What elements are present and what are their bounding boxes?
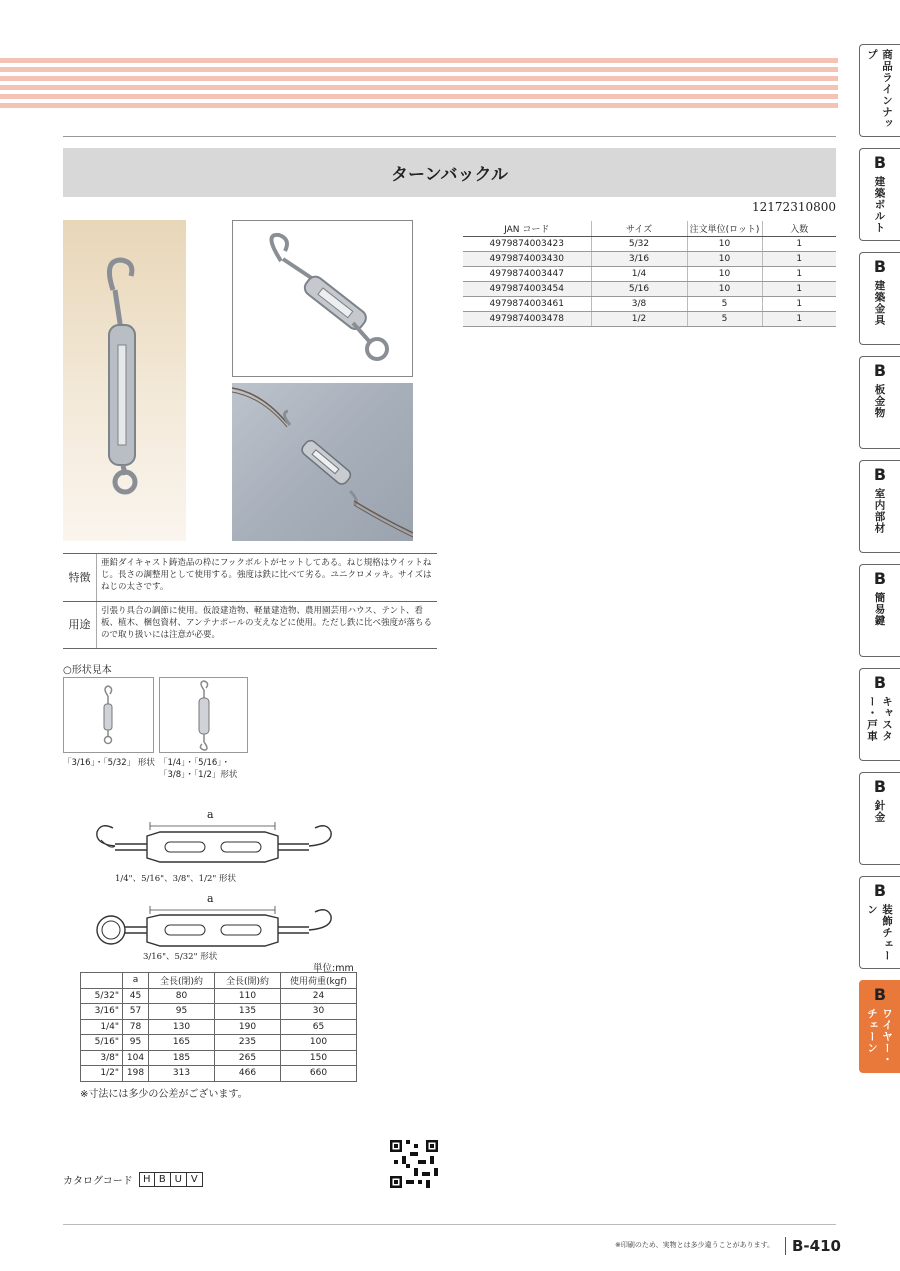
tolerance-note: ※寸法には多少の公差がございます。 — [80, 1089, 248, 1100]
usage-row — [63, 601, 437, 649]
side-tab-letter: B — [873, 985, 887, 1004]
dimension-table — [80, 972, 357, 1082]
size: 3/8" — [81, 1050, 123, 1066]
print-disclaimer: ※印刷のため、実物とは多少違うことがあります。 — [615, 1241, 775, 1249]
jan-table-header — [463, 221, 836, 236]
side-tab-letter: B — [873, 881, 887, 900]
jan-header-cell: 入数 — [762, 221, 836, 236]
jan-code: 4979874003423 — [463, 236, 591, 251]
jan-header-cell: JAN コード — [463, 221, 591, 236]
side-tab-building-bolts[interactable] — [859, 148, 900, 241]
working-load: 30 — [281, 1004, 357, 1020]
dim-a: 198 — [123, 1066, 149, 1082]
length-open: 466 — [215, 1066, 281, 1082]
size: 1/2" — [81, 1066, 123, 1082]
side-tab-sheet-metal[interactable] — [859, 356, 900, 449]
table-row — [81, 1050, 357, 1066]
shape-sample-small — [63, 677, 154, 753]
side-tab-letter: B — [873, 153, 887, 172]
catalog-label: カタログコード — [63, 1176, 133, 1187]
dim-header-cell: 全長(開)約 — [215, 973, 281, 989]
usage-label: 用途 — [63, 602, 97, 648]
side-tab-label: キャスター・戸車 — [866, 696, 893, 742]
catalog-code — [63, 1172, 203, 1187]
dim-a: 57 — [123, 1004, 149, 1020]
side-tab-label: 簡易鍵 — [873, 592, 886, 627]
shape1-caption: 1/4"、5/16"、3/8"、1/2" 形状 — [115, 874, 236, 884]
product-code: 12172310800 — [752, 200, 836, 214]
catalog-code-letter: U — [171, 1172, 187, 1187]
side-tab-label: ワイヤー・チェーン — [866, 1008, 893, 1066]
size: 3/16 — [591, 251, 687, 266]
sample-heading: ○形状見本 — [63, 665, 112, 676]
side-tab-label: 装飾チェーン — [866, 904, 893, 962]
length-open: 190 — [215, 1019, 281, 1035]
dim-a: 104 — [123, 1050, 149, 1066]
length-closed: 313 — [149, 1066, 215, 1082]
size: 1/4" — [81, 1019, 123, 1035]
order-unit: 10 — [687, 281, 762, 296]
dim-a: 78 — [123, 1019, 149, 1035]
side-tab-lineup[interactable] — [859, 44, 900, 137]
size: 5/16 — [591, 281, 687, 296]
length-closed: 130 — [149, 1019, 215, 1035]
shape2-caption: 3/16"、5/32" 形状 — [143, 952, 218, 962]
side-tab-casters[interactable] — [859, 668, 900, 761]
qr-code[interactable] — [390, 1140, 438, 1188]
working-load: 660 — [281, 1066, 357, 1082]
title-bar — [63, 148, 836, 197]
quantity: 1 — [762, 281, 836, 296]
length-closed: 165 — [149, 1035, 215, 1051]
side-tab-label: 室内部材 — [873, 488, 886, 534]
size: 1/4 — [591, 266, 687, 281]
jan-code: 4979874003454 — [463, 281, 591, 296]
order-unit: 10 — [687, 266, 762, 281]
side-tab-label: 建築金具 — [873, 280, 886, 326]
side-tab-label: 商品ラインナップ — [866, 49, 893, 130]
dimension-a-label: a — [207, 892, 214, 905]
length-closed: 185 — [149, 1050, 215, 1066]
table-row — [81, 1019, 357, 1035]
side-tab-interior-parts[interactable] — [859, 460, 900, 553]
table-row — [463, 296, 836, 311]
quantity: 1 — [762, 296, 836, 311]
dim-a: 45 — [123, 988, 149, 1004]
jan-code: 4979874003478 — [463, 311, 591, 326]
table-row — [463, 311, 836, 326]
table-row — [81, 1066, 357, 1082]
unit-label: 単位:mm — [313, 963, 354, 974]
length-open: 265 — [215, 1050, 281, 1066]
side-tab-decorative-chains[interactable] — [859, 876, 900, 969]
length-closed: 80 — [149, 988, 215, 1004]
dim-header-cell: 使用荷重(kgf) — [281, 973, 357, 989]
catalog-code-letter: H — [139, 1172, 155, 1187]
size: 5/32" — [81, 988, 123, 1004]
length-open: 235 — [215, 1035, 281, 1051]
length-closed: 95 — [149, 1004, 215, 1020]
jan-code: 4979874003430 — [463, 251, 591, 266]
dim-header-cell — [81, 973, 123, 989]
size: 3/8 — [591, 296, 687, 311]
side-tab-label: 建築ボルト — [873, 176, 886, 234]
table-row — [81, 988, 357, 1004]
size: 5/32 — [591, 236, 687, 251]
table-row — [463, 266, 836, 281]
order-unit: 5 — [687, 296, 762, 311]
page-number: B-410 — [785, 1237, 841, 1255]
quantity: 1 — [762, 251, 836, 266]
catalog-code-boxes — [139, 1172, 203, 1187]
working-load: 150 — [281, 1050, 357, 1066]
product-photo-in-use — [232, 383, 413, 541]
side-tab-label: 針金 — [873, 800, 886, 823]
working-load: 100 — [281, 1035, 357, 1051]
size: 3/16" — [81, 1004, 123, 1020]
side-tab-letter: B — [873, 361, 887, 380]
order-unit: 5 — [687, 311, 762, 326]
jan-code: 4979874003447 — [463, 266, 591, 281]
order-unit: 10 — [687, 236, 762, 251]
working-load: 65 — [281, 1019, 357, 1035]
side-tab-letter: B — [873, 569, 887, 588]
side-tab-letter: B — [873, 777, 887, 796]
features-row — [63, 553, 437, 601]
header-stripes — [0, 58, 838, 111]
table-row — [81, 1004, 357, 1020]
features-text: 亜鉛ダイキャスト鋳造品の枠にフックボルトがセットしてある。ねじ規格はウイットねじ。長さの調整用として使用する。強度は鉄に比べて劣る。ユニクロメッキ。サイズはねじの太さです。 — [101, 558, 432, 592]
catalog-code-letter: B — [155, 1172, 171, 1187]
info-table — [63, 553, 437, 649]
working-load: 24 — [281, 988, 357, 1004]
table-row — [463, 281, 836, 296]
dimension-table-header — [81, 973, 357, 989]
table-row — [463, 251, 836, 266]
jan-table — [463, 221, 836, 327]
side-tab-wire-chains[interactable] — [859, 980, 900, 1073]
side-tab-building-hardware[interactable] — [859, 252, 900, 345]
product-photo-vertical — [63, 220, 186, 541]
jan-header-cell: サイズ — [591, 221, 687, 236]
dim-a: 95 — [123, 1035, 149, 1051]
dimension-a-label: a — [207, 808, 214, 821]
technical-diagram — [85, 800, 365, 964]
jan-code: 4979874003461 — [463, 296, 591, 311]
order-unit: 10 — [687, 251, 762, 266]
page-title: ターンバックル — [391, 165, 508, 185]
catalog-code-letter: V — [187, 1172, 203, 1187]
product-photo-diagonal — [232, 220, 413, 377]
table-row — [463, 236, 836, 251]
side-tab-letter: B — [873, 257, 887, 276]
side-tab-label: 板金物 — [873, 384, 886, 419]
quantity: 1 — [762, 236, 836, 251]
side-tab-letter: B — [873, 465, 887, 484]
size: 1/2 — [591, 311, 687, 326]
jan-header-cell: 注文単位(ロット) — [687, 221, 762, 236]
quantity: 1 — [762, 311, 836, 326]
size: 5/16" — [81, 1035, 123, 1051]
quantity: 1 — [762, 266, 836, 281]
length-open: 135 — [215, 1004, 281, 1020]
length-open: 110 — [215, 988, 281, 1004]
side-tab-simple-locks[interactable] — [859, 564, 900, 657]
bottom-rule — [63, 1224, 836, 1225]
dim-header-cell: a — [123, 973, 149, 989]
dim-header-cell: 全長(閉)約 — [149, 973, 215, 989]
usage-text: 引張り具合の調節に使用。仮設建造物、軽量建造物、農用園芸用ハウス、テント、看板、植木、梱包資材、アンテナポールの支えなどに使用。ただし鉄に比べ強度が落ちるので取り扱いには注意が必要。 — [101, 606, 432, 640]
sample-caption-small: 「3/16」・「5/32」 形状 — [63, 758, 155, 768]
top-rule — [63, 136, 836, 137]
side-tab-wire[interactable] — [859, 772, 900, 865]
side-tab-letter: B — [873, 673, 887, 692]
shape-sample-large — [159, 677, 248, 753]
sample-caption-large: 「1/4」・「5/16」・「3/8」・「1/2」形状 — [159, 758, 238, 780]
table-row — [81, 1035, 357, 1051]
features-label: 特徴 — [63, 554, 97, 601]
